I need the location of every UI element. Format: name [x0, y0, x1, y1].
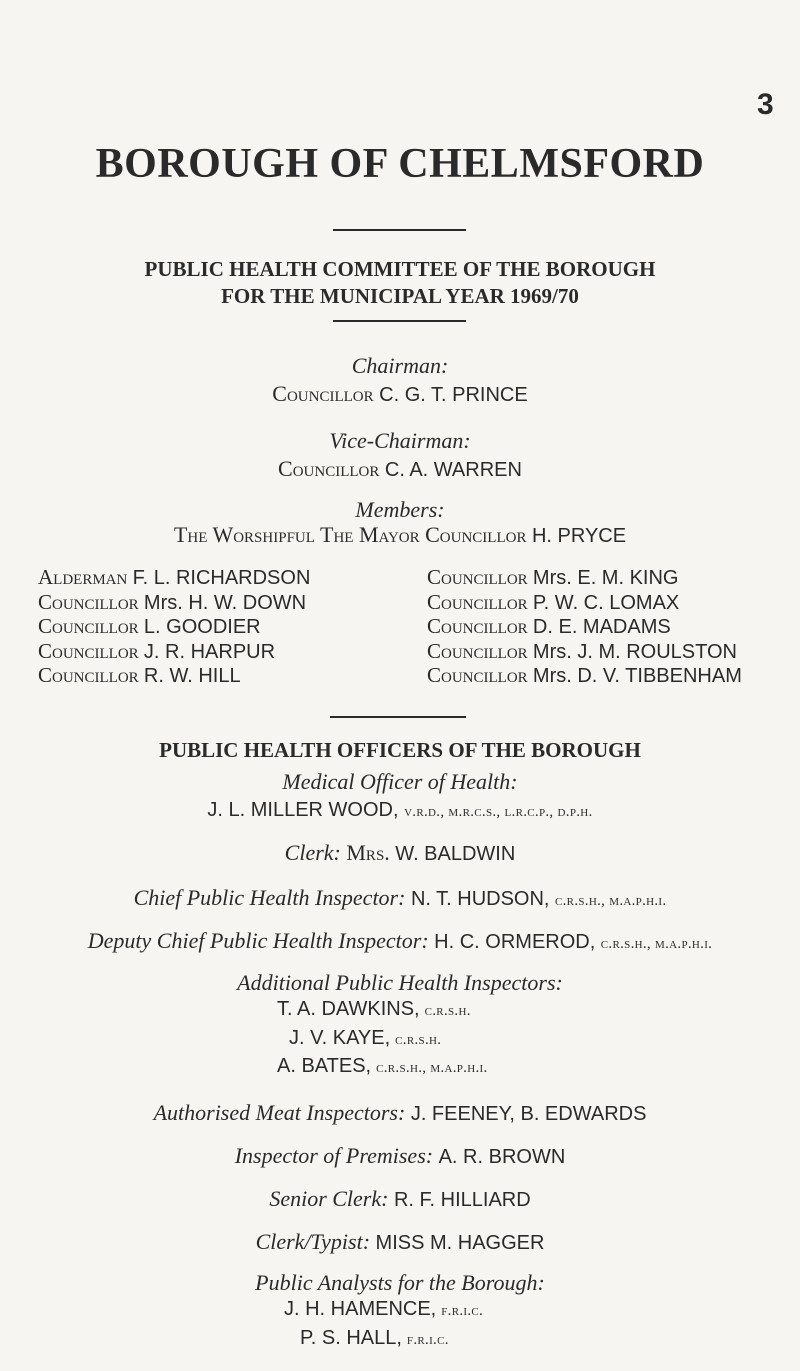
meat-inspectors-label: Authorised Meat Inspectors: [153, 1100, 406, 1125]
member-name: P. W. C. LOMAX [532, 591, 680, 614]
member-name: Mrs. E. M. KING [532, 567, 679, 589]
senior-clerk-label: Senior Clerk: [269, 1186, 389, 1211]
member-title: Councillor [427, 638, 528, 663]
member-name: L. GOODIER [143, 616, 261, 638]
mayor-name: H. PRYCE [531, 525, 627, 547]
chairman [0, 381, 800, 407]
analyst-name: P. S. HALL, [300, 1327, 402, 1349]
member-title: Councillor [427, 614, 528, 638]
member-title: Councillor [427, 589, 528, 614]
chief-inspector-label: Chief Public Health Inspector: [133, 885, 406, 910]
member-title: Councillor [38, 589, 139, 614]
deputy-chief-inspector [0, 928, 800, 954]
member-row [38, 565, 310, 590]
vice-chairman-label: Vice-Chairman: [329, 428, 471, 453]
committee-heading-line1: PUBLIC HEALTH COMMITTEE OF THE BOROUGH [144, 257, 656, 281]
list-item [277, 1025, 488, 1054]
member-row [427, 590, 742, 615]
member-row [427, 639, 742, 664]
analyst-qualifications: f.r.i.c. [441, 1303, 484, 1319]
divider-top [333, 229, 466, 231]
clerk-name: W. BALDWIN [395, 843, 516, 865]
vice-chairman [0, 456, 800, 482]
meat-inspectors [0, 1100, 800, 1126]
chairman-title: Councillor [272, 381, 374, 406]
divider-officers [330, 716, 466, 718]
additional-inspectors-label: Additional Public Health Inspectors: [237, 970, 563, 995]
chief-inspector [0, 885, 800, 911]
member-title: Councillor [427, 663, 528, 687]
vice-chairman-name: C. A. WARREN [384, 459, 522, 481]
page-number: 3 [757, 88, 774, 121]
members-left-column [38, 565, 310, 688]
member-name: F. L. RICHARDSON [132, 567, 311, 589]
committee-heading-line2: FOR THE MUNICIPAL YEAR 1969/70 [221, 284, 579, 308]
divider-committee [333, 320, 466, 322]
meat-inspectors-names: J. FEENEY, B. EDWARDS [410, 1103, 647, 1125]
member-name: Mrs. J. M. ROULSTON [532, 640, 738, 663]
document-title: BOROUGH OF CHELMSFORD [95, 141, 705, 187]
member-name: D. E. MADAMS [532, 616, 671, 638]
member-row [427, 565, 742, 590]
members-label: Members: [355, 497, 445, 522]
senior-clerk-name: R. F. HILLIARD [393, 1189, 531, 1211]
clerk-typist-name: MISS M. HAGGER [375, 1232, 545, 1254]
member-name: Mrs. D. V. TIBBENHAM [532, 665, 742, 687]
members-right-column [427, 565, 742, 688]
public-analysts-list [284, 1296, 483, 1354]
inspector-name: J. V. KAYE, [289, 1026, 391, 1049]
member-title: Alderman [38, 565, 128, 589]
chairman-name: C. G. T. PRINCE [379, 384, 528, 406]
premises-inspector-label: Inspector of Premises: [234, 1143, 434, 1168]
moh-label: Medical Officer of Health: [282, 769, 518, 794]
additional-inspectors-list [277, 996, 488, 1082]
inspector-qualifications: c.r.s.h. [424, 1003, 471, 1019]
member-row [38, 590, 310, 615]
moh-qualifications: v.r.d., m.r.c.s., l.r.c.p., d.p.h. [404, 804, 593, 820]
mayor-line [0, 522, 800, 548]
member-row [38, 614, 310, 639]
member-title: Councillor [38, 663, 139, 687]
officers-heading: PUBLIC HEALTH OFFICERS OF THE BOROUGH [159, 738, 641, 762]
member-name: R. W. HILL [143, 665, 241, 687]
inspector-qualifications: c.r.s.h., m.a.p.h.i. [376, 1060, 488, 1076]
member-title: Councillor [38, 638, 139, 663]
moh-name: J. L. MILLER WOOD, [207, 799, 399, 821]
member-row [427, 663, 742, 688]
analyst-qualifications: f.r.i.c. [406, 1332, 449, 1348]
member-row [38, 639, 310, 664]
clerk-typist-label: Clerk/Typist: [255, 1229, 371, 1254]
list-item [284, 1296, 483, 1325]
list-item [277, 996, 488, 1025]
clerk-typist [0, 1229, 800, 1255]
analyst-name: J. H. HAMENCE, [284, 1298, 437, 1320]
member-title: Councillor [427, 565, 528, 589]
clerk [0, 840, 800, 866]
mayor-title: The Worshipful The Mayor Councillor [173, 522, 527, 547]
chairman-label: Chairman: [351, 353, 449, 378]
chief-inspector-name: N. T. HUDSON, [410, 888, 550, 910]
member-title: Councillor [38, 614, 139, 638]
member-name: Mrs. H. W. DOWN [143, 591, 307, 614]
member-row [38, 663, 310, 688]
public-analysts-label: Public Analysts for the Borough: [255, 1270, 545, 1295]
vice-chairman-title: Councillor [278, 456, 380, 481]
deputy-chief-inspector-label: Deputy Chief Public Health Inspector: [87, 928, 429, 953]
deputy-chief-inspector-qualifications: c.r.s.h., m.a.p.h.i. [600, 936, 713, 952]
list-item [284, 1325, 483, 1354]
list-item [277, 1053, 488, 1082]
clerk-title: Mrs. [346, 840, 390, 865]
moh [0, 796, 800, 822]
member-name: J. R. HARPUR [143, 640, 276, 663]
senior-clerk [0, 1186, 800, 1212]
chief-inspector-qualifications: c.r.s.h., m.a.p.h.i. [555, 893, 667, 909]
inspector-name: T. A. DAWKINS, [277, 998, 420, 1020]
clerk-label: Clerk: [284, 840, 341, 865]
premises-inspector-name: A. R. BROWN [438, 1146, 566, 1168]
member-row [427, 614, 742, 639]
inspector-name: A. BATES, [277, 1055, 372, 1077]
deputy-chief-inspector-name: H. C. ORMEROD, [434, 931, 596, 953]
inspector-qualifications: c.r.s.h. [395, 1031, 442, 1048]
premises-inspector [0, 1143, 800, 1169]
